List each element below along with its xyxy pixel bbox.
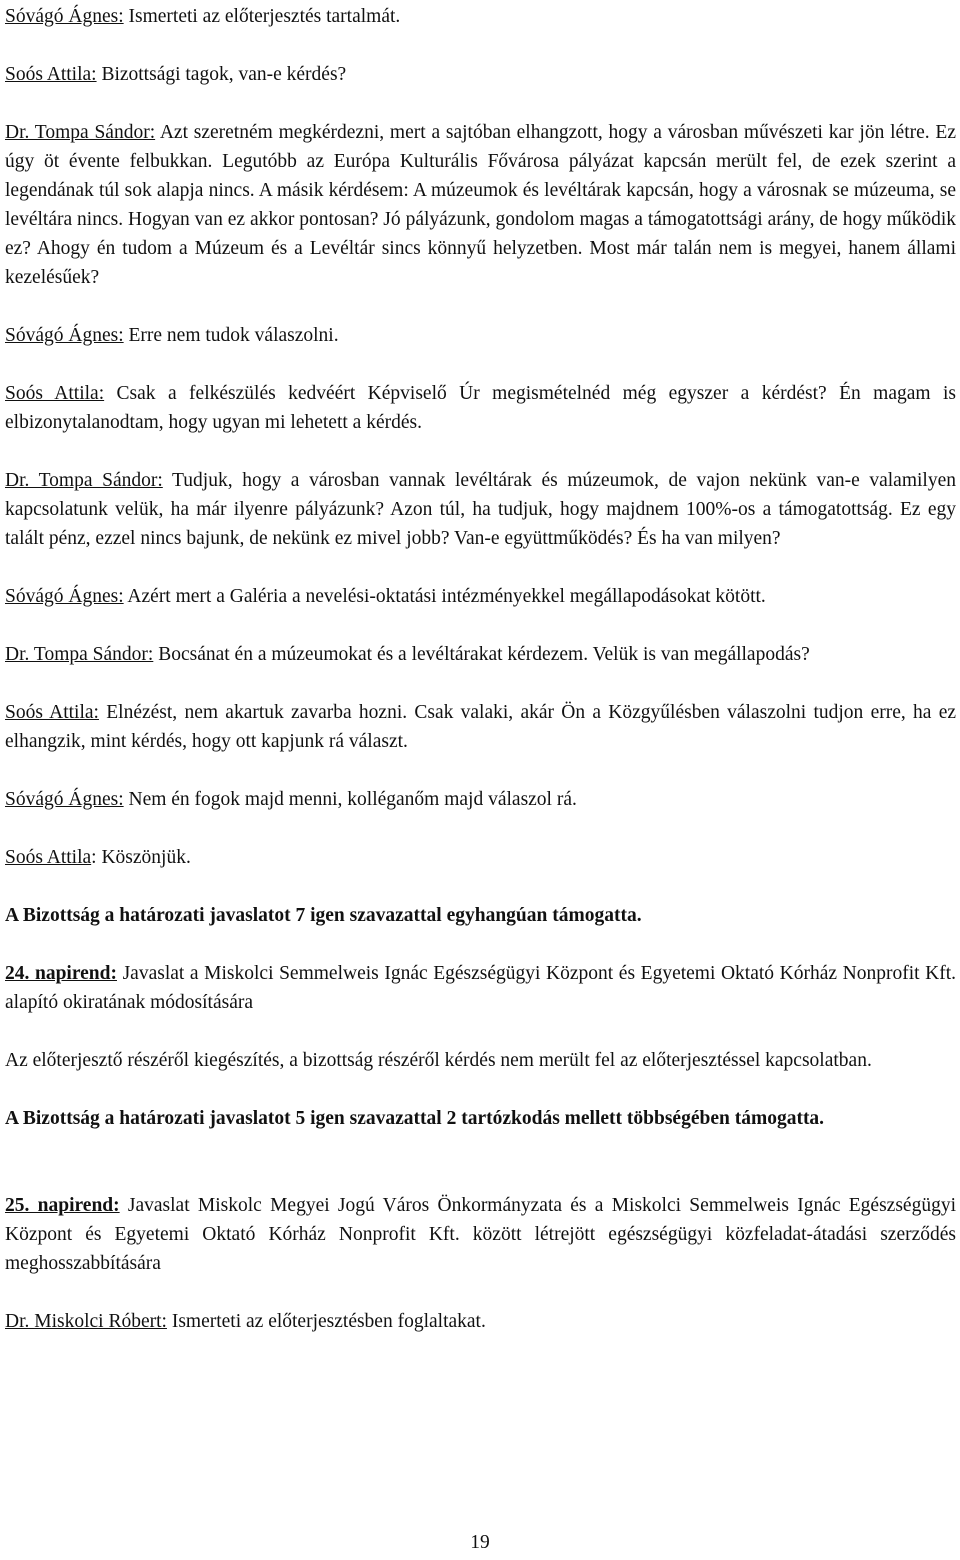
agenda-title: Javaslat Miskolc Megyei Jogú Város Önkormányzata és a Miskolci Semmelweis Ignác Egészségügyi Központ és Egyetemi Oktató Kórház Nonprofit Kft. között létrejött egészségügyi közfeladat-átadási szerződés meghosszabbítására [5,1195,956,1274]
speech-text: Ismerteti az előterjesztés tartalmát. [123,6,401,27]
speaker-name: Dr. Miskolci Róbert: [5,1311,167,1332]
speech-text: Csak a felkészülés kedvéért Képviselő Úr megismételnéd még egyszer a kérdést? Én magam is elbizonytalanodtam, hogy ugyan mi lehetett a kérdés. [5,383,957,433]
speaker-name: Soós Attila: [5,702,99,723]
speaker-name: Soós Attila: [5,64,97,85]
paragraph-2 [5,60,956,89]
paragraph-11 [5,843,956,872]
paragraph-5 [5,379,956,437]
speech-text: Nem én fogok majd menni, kolléganőm majd válaszol rá. [123,789,577,810]
speech-text: Bizottsági tagok, van-e kérdés? [96,64,347,85]
paragraph-1 [5,2,956,31]
resolution-text: A Bizottság a határozati javaslatot 7 igen szavazattal egyhangúan támogatta. [5,905,642,926]
speech-text: Azért mert a Galéria a nevelési-oktatási intézményekkel megállapodásokat kötött. [123,586,766,607]
speech-text: Bocsánat én a múzeumokat és a levéltárakat kérdezem. Velük is van megállapodás? [153,644,810,665]
paragraph-9 [5,698,956,756]
paragraph-6 [5,466,956,553]
agenda-label: 24. napirend: [5,963,117,984]
speaker-name: Dr. Tompa Sándor: [5,470,163,491]
resolution-text-2: A Bizottság a határozati javaslatot 5 igen szavazattal 2 tartózkodás mellett többségében támogatta. [5,1108,825,1129]
paragraph-7 [5,582,956,611]
paragraph-3 [5,118,956,292]
paragraph-last [5,1307,956,1336]
agenda-note: Az előterjesztő részéről kiegészítés, a bizottság részéről kérdés nem merült fel az előterjesztéssel kapcsolatban. [5,1050,872,1071]
speaker-name: Soós Attila [5,847,92,868]
page-number: 19 [470,1532,490,1553]
speech-text: Erre nem tudok válaszolni. [123,325,339,346]
speaker-name: Sóvágó Ágnes: [5,6,124,27]
speaker-name: Sóvágó Ágnes: [5,325,124,346]
speaker-name: Dr. Tompa Sándor: [5,122,156,143]
speaker-name: Dr. Tompa Sándor: [5,644,154,665]
speech-text: Tudjuk, hogy a városban vannak levéltárak és múzeumok, de vajon nekünk van-e valamilyen kapcsolatunk velük, ha már ilyenre pályázunk? Azon túl, ha tudjuk, hogy majdnem 100%-os a támogatottság. Ez egy talált pénz, ezzel nincs bajunk, de nekünk ez mivel jobb? Van-e együttműködés? És ha van milyen? [5,470,957,549]
agenda-item-24 [5,959,956,1017]
paragraph-8 [5,640,956,669]
speech-text: Ismerteti az előterjesztésben foglaltakat. [166,1311,486,1332]
agenda-label: 25. napirend: [5,1195,120,1216]
paragraph-4 [5,321,956,350]
speaker-name: Soós Attila: [5,383,105,404]
speech-text: Elnézést, nem akartuk zavarba hozni. Csak valaki, akár Ön a Közgyűlésben válaszolni tudjon erre, ha ez elhangzik, mint kérdés, hogy ott kapjunk rá választ. [5,702,956,752]
speaker-name: Sóvágó Ágnes: [5,586,124,607]
paragraph-10 [5,785,956,814]
agenda-item-25 [5,1191,956,1278]
agenda-title: Javaslat a Miskolci Semmelweis Ignác Egészségügyi Központ és Egyetemi Oktató Kórház Nonprofit Kft. alapító okiratának módosítására [5,963,956,1013]
speaker-name: Sóvágó Ágnes: [5,789,124,810]
speech-text: : Köszönjük. [91,847,191,868]
speech-text: Azt szeretném megkérdezni, mert a sajtóban elhangzott, hogy a városban művészeti kar jön létre. Ez úgy öt évente felbukkan. Legutóbb az Európa Kulturális Fővárosa pályázat kapcsán merült fel, de ezek szerint a legendának túl sok alapja nincs. A másik kérdésem: A múzeumok és levéltárak kapcsán, hogy a városnak se múzeuma, se levéltára nincs. Hogyan van ez akkor pontosan? Jó pályázunk, gondolom magas a támogatottsági arány, de hogy működik ez? Ahogy én tudom a Múzeum és a Levéltár sincs könnyű helyzetben. Most már talán nem is megyei, hanem állami kezelésűek? [5,122,956,288]
